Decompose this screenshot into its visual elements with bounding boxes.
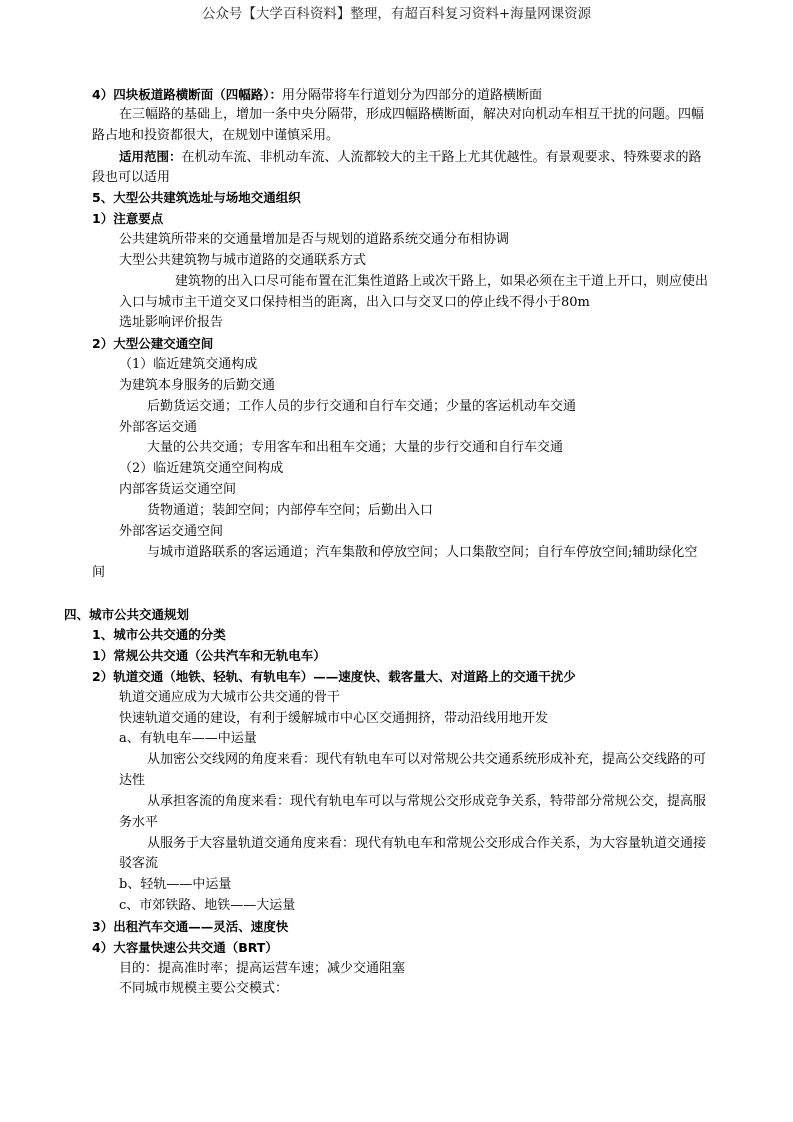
paragraph-text: 在机动车流、非机动车流、人流都较大的主干路上尤其优越性。有景观要求、特殊要求的路 <box>181 150 702 165</box>
paragraph-line: c、市郊铁路、地铁——大运量 <box>119 898 296 913</box>
paragraph-line: （1）临近建筑交通构成 <box>119 357 258 372</box>
paragraph-line: 达性 <box>119 773 146 788</box>
section-heading: 3）出租汽车交通——灵活、速度快 <box>92 919 289 934</box>
paragraph-line: 段也可以适用 <box>92 170 171 185</box>
paragraph-line: 从加密公交线网的角度来看：现代有轨电车可以对常规公共交通系统形成补充，提高公交线路的可 <box>147 752 707 767</box>
paragraph-line: 外部客运交通 <box>119 420 198 435</box>
paragraph-line: 从承担客流的角度来看：现代有轨电车可以与常规公交形成竞争关系，特带部分常规公交，提高服 <box>147 794 707 809</box>
paragraph-line: 驳客流 <box>119 856 159 871</box>
paragraph-line: 轨道交通应成为大城市公共交通的骨干 <box>119 690 341 705</box>
paragraph-line: a、有轨电车——中运量 <box>119 731 257 746</box>
section-heading: 1、城市公共交通的分类 <box>92 627 226 642</box>
section-heading: 2）轨道交通（地铁、轻轨、有轨电车）——速度快、载客量大、对道路上的交通干扰少 <box>92 669 576 684</box>
paragraph-line: 不同城市规模主要公交模式： <box>119 981 289 996</box>
paragraph-line: 务水平 <box>119 815 159 830</box>
paragraph-line: 大量的公共交通；专用客车和出租车交通；大量的步行交通和自行车交通 <box>147 440 564 455</box>
paragraph-line <box>92 87 542 104</box>
paragraph-line <box>119 149 702 166</box>
paragraph-line: 与城市道路联系的客运通道；汽车集散和停放空间；人口集散空间；自行车停放空间;辅助绿化空 <box>147 545 698 560</box>
paragraph-line: 内部客货运交通空间 <box>119 482 237 497</box>
paragraph-line: 建筑物的出入口尽可能布置在汇集性道路上或次干路上，如果必须在主干道上开口，则应使出 <box>175 274 709 289</box>
paragraph-line: 路占地和投资都很大，在规划中谨慎采用。 <box>92 128 340 143</box>
paragraph-line: 快速轨道交通的建设，有利于缓解城市中心区交通拥挤，带动沿线用地开发 <box>119 711 549 726</box>
page-header: 公众号【大学百科资料】整理，有超百科复习资料+海量网课资源 <box>201 6 592 22</box>
paragraph-line: 从服务于大容量轨道交通角度来看：现代有轨电车和常规公交形成合作关系，为大容量轨道交通接 <box>147 836 707 851</box>
section-heading: 4）大容量快速公共交通（BRT） <box>92 940 278 955</box>
section-heading: 4）四块板道路横断面（四幅路）： <box>92 87 282 102</box>
paragraph-line: 后勤货运交通；工作人员的步行交通和自行车交通；少量的客运机动车交通 <box>147 399 577 414</box>
paragraph-line: 大型公共建筑物与城市道路的交通联系方式 <box>119 253 367 268</box>
paragraph-line: 外部客运交通空间 <box>119 524 224 539</box>
paragraph-line: 为建筑本身服务的后勤交通 <box>119 378 276 393</box>
paragraph-line: （2）临近建筑交通空间构成 <box>119 461 284 476</box>
chapter-heading: 四、城市公共交通规划 <box>64 607 190 622</box>
paragraph-line: 选址影响评价报告 <box>119 315 224 330</box>
section-heading: 5、大型公共建筑选址与场地交通组织 <box>92 190 301 205</box>
section-heading: 1）注意要点 <box>92 211 164 226</box>
paragraph-line: 公共建筑所带来的交通量增加是否与规划的道路系统交通分布相协调 <box>119 232 510 247</box>
paragraph-line: 间 <box>92 565 106 580</box>
inline-heading: 适用范围： <box>119 149 182 164</box>
paragraph-line: 入口与城市主干道交叉口保持相当的距离，出入口与交叉口的停止线不得小于80m <box>119 295 590 310</box>
paragraph-line: b、轻轨——中运量 <box>119 877 232 892</box>
section-heading: 1）常规公共交通（公共汽车和无轨电车） <box>92 648 326 663</box>
paragraph-line: 目的：提高准时率；提高运营车速；减少交通阻塞 <box>119 961 406 976</box>
paragraph-line: 在三幅路的基础上，增加一条中央分隔带，形成四幅路横断面，解决对向机动车相互干扰的问题。四幅 <box>119 107 705 122</box>
section-heading: 2）大型公建交通空间 <box>92 336 214 351</box>
paragraph-line: 货物通道；装卸空间；内部停车空间；后勤出入口 <box>147 503 434 518</box>
paragraph-text: 用分隔带将车行道划分为四部分的道路横断面 <box>281 88 542 103</box>
